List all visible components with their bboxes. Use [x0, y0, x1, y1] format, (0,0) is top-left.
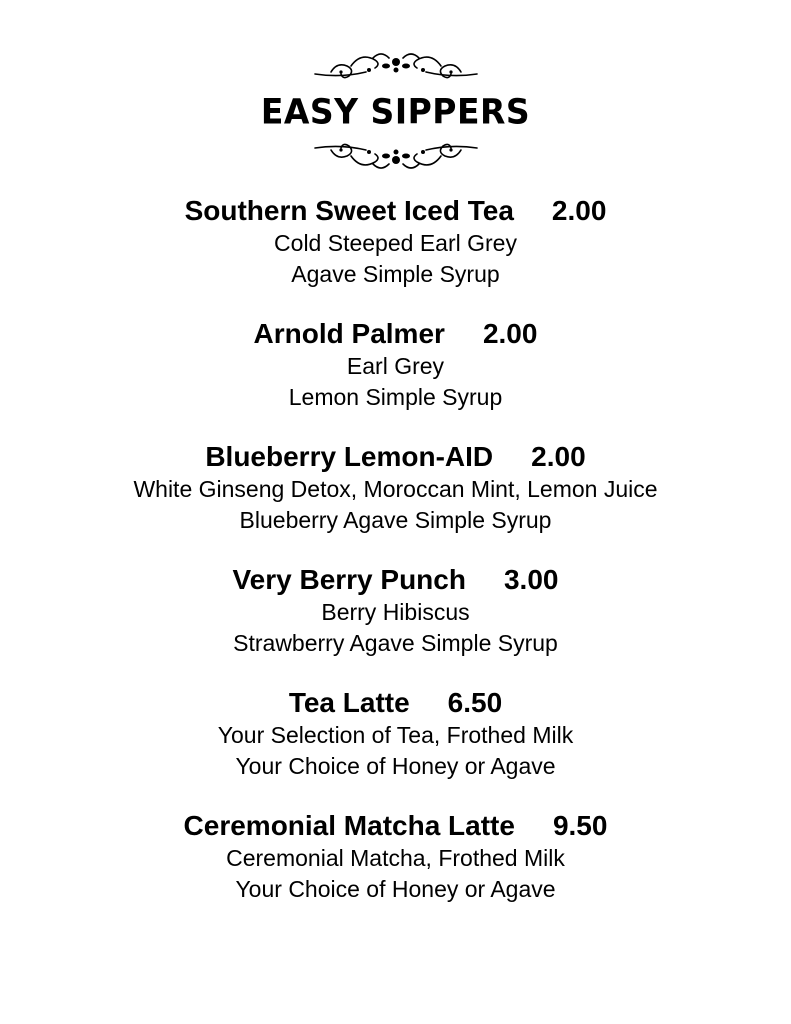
item-name: Tea Latte — [288, 687, 410, 718]
item-description-line: Your Choice of Honey or Agave — [235, 876, 556, 902]
item-description-line: Earl Grey — [346, 353, 445, 379]
menu-item — [0, 563, 791, 659]
bottom-flourish-ornament-icon — [0, 138, 791, 174]
top-flourish-ornament-icon — [0, 48, 791, 84]
item-description-line: Your Selection of Tea, Frothed Milk — [217, 722, 574, 748]
menu-item — [0, 809, 791, 905]
item-price: 2.00 — [551, 195, 607, 226]
item-name: Ceremonial Matcha Latte — [183, 810, 515, 841]
item-name: Southern Sweet Iced Tea — [184, 195, 514, 226]
menu-item — [0, 686, 791, 782]
item-heading — [0, 317, 791, 351]
item-price: 6.50 — [447, 687, 503, 718]
menu-item — [0, 440, 791, 536]
menu-item — [0, 317, 791, 413]
item-price: 2.00 — [482, 318, 538, 349]
item-description-line: Your Choice of Honey or Agave — [235, 753, 556, 779]
item-name: Arnold Palmer — [253, 318, 445, 349]
item-price: 3.00 — [503, 564, 559, 595]
item-heading — [0, 686, 791, 720]
item-description-line: Berry Hibiscus — [321, 599, 470, 625]
item-description-line: White Ginseng Detox, Moroccan Mint, Lemon Juice — [133, 476, 658, 502]
item-heading — [0, 194, 791, 228]
item-price: 2.00 — [531, 441, 586, 472]
item-description-line: Blueberry Agave Simple Syrup — [239, 507, 552, 533]
item-heading — [0, 809, 791, 843]
item-price: 9.50 — [552, 810, 608, 841]
item-name: Blueberry Lemon-AID — [205, 441, 494, 472]
item-heading — [0, 563, 791, 597]
item-heading — [0, 440, 791, 474]
item-description-line: Strawberry Agave Simple Syrup — [233, 630, 558, 656]
item-description-line: Ceremonial Matcha, Frothed Milk — [226, 845, 565, 871]
menu-title: EASY SIPPERS — [260, 91, 531, 132]
menu-item — [0, 194, 791, 290]
item-description-line: Agave Simple Syrup — [291, 261, 500, 287]
item-description-line: Lemon Simple Syrup — [288, 384, 503, 410]
item-name: Very Berry Punch — [232, 564, 466, 595]
item-description-line: Cold Steeped Earl Grey — [274, 230, 517, 256]
